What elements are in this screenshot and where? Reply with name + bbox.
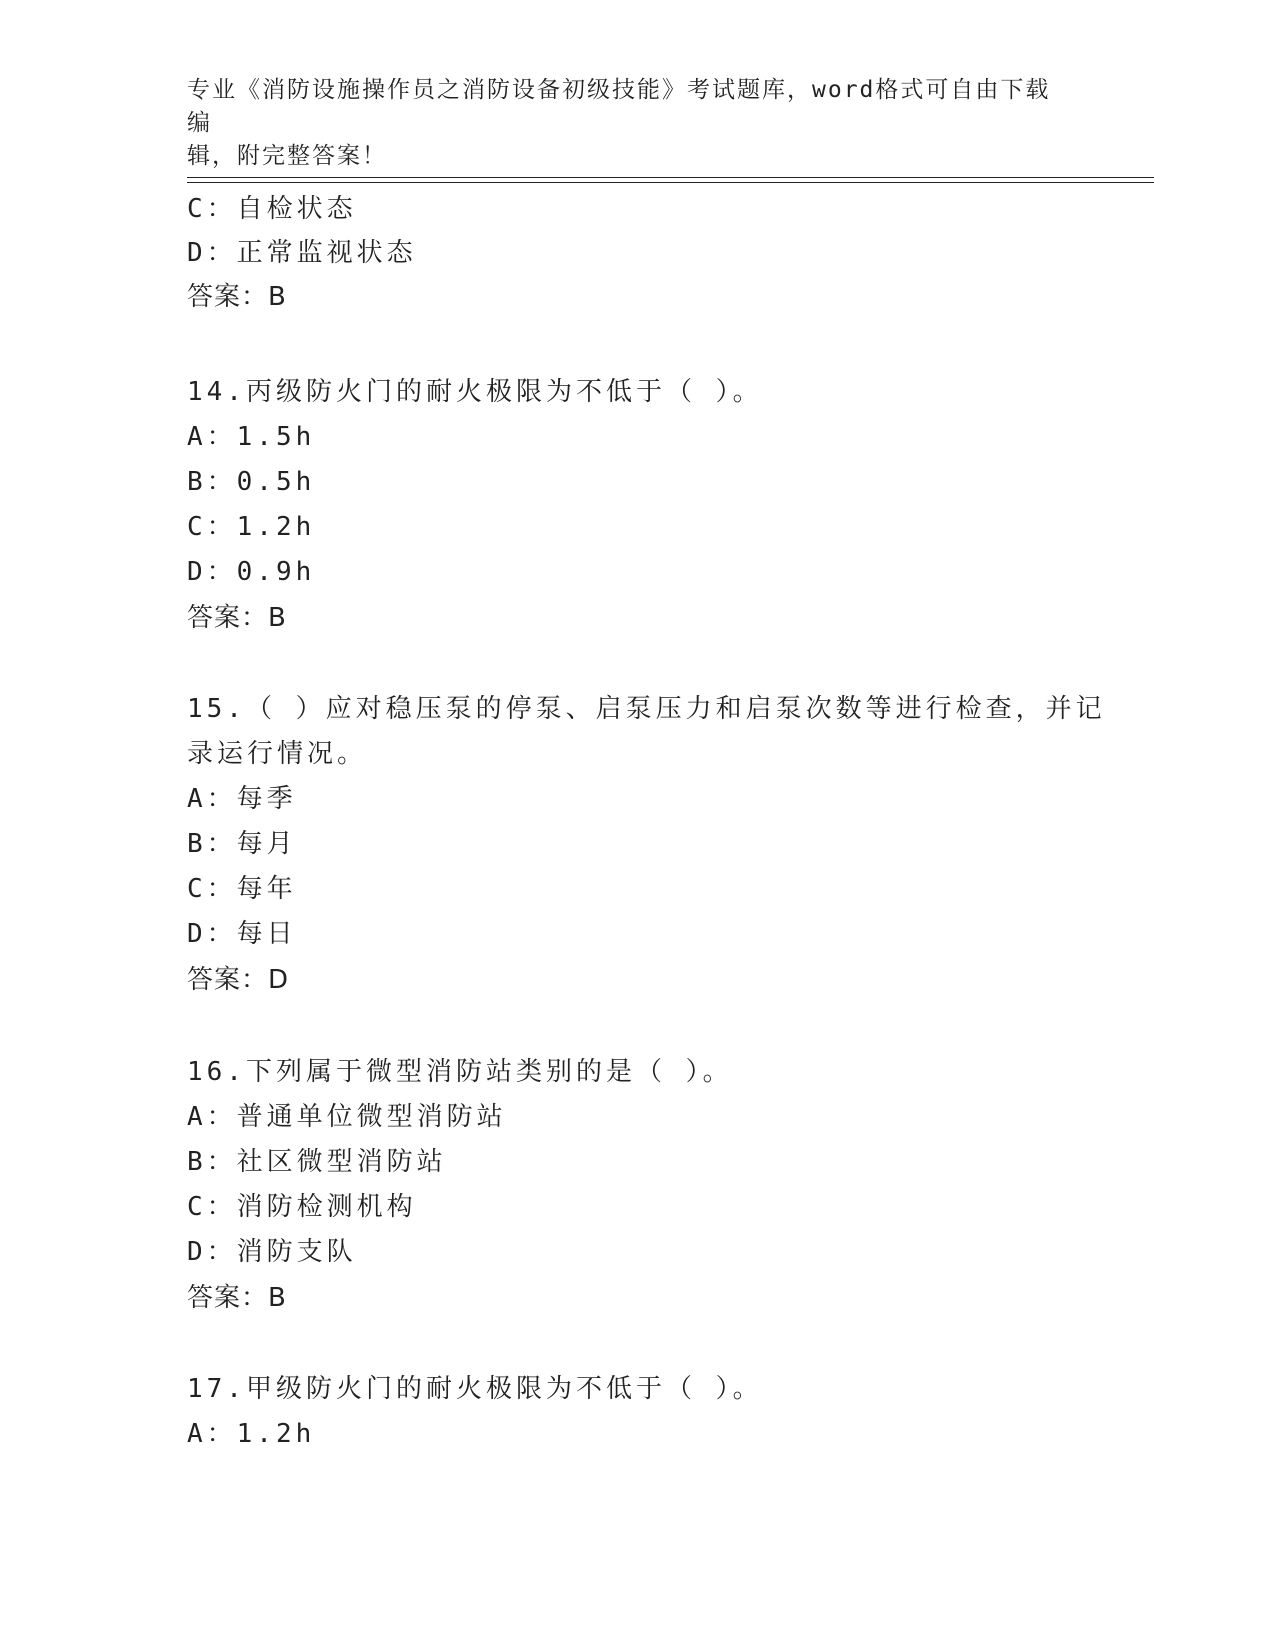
header-rule-bottom bbox=[187, 182, 1154, 183]
question-16-answer: 答案：B bbox=[187, 1283, 287, 1313]
question-16-option-c: C：消防检测机构 bbox=[187, 1192, 417, 1222]
answer-line: 答案：B bbox=[187, 282, 287, 312]
question-15-text-line-2: 录运行情况。 bbox=[187, 739, 368, 769]
question-15-option-b: B：每月 bbox=[187, 829, 297, 859]
question-14-option-d: D：0.9h bbox=[187, 557, 316, 587]
question-15-option-c: C：每年 bbox=[187, 874, 297, 904]
question-14-option-b: B：0.5h bbox=[187, 467, 316, 497]
question-14-text: 14.丙级防火门的耐火极限为不低于（ ）。 bbox=[187, 377, 763, 407]
question-16-option-b: B：社区微型消防站 bbox=[187, 1147, 447, 1177]
question-17-text: 17.甲级防火门的耐火极限为不低于（ ）。 bbox=[187, 1374, 763, 1404]
document-header bbox=[187, 74, 1067, 173]
question-14-option-a: A：1.5h bbox=[187, 422, 316, 452]
option-c-line: C：自检状态 bbox=[187, 194, 357, 224]
question-15-option-a: A：每季 bbox=[187, 784, 297, 814]
question-14-answer: 答案：B bbox=[187, 603, 287, 633]
header-line-2: 辑，附完整答案！ bbox=[187, 143, 387, 169]
question-16-option-d: D：消防支队 bbox=[187, 1237, 357, 1267]
question-16-text: 16.下列属于微型消防站类别的是（ ）。 bbox=[187, 1057, 733, 1087]
question-15-option-d: D：每日 bbox=[187, 919, 297, 949]
question-15-text-line-1: 15.（ ）应对稳压泵的停泵、启泵压力和启泵次数等进行检查，并记 bbox=[187, 694, 1106, 724]
header-line-1: 专业《消防设施操作员之消防设备初级技能》考试题库，word格式可自由下载编 bbox=[187, 77, 1051, 136]
header-rule-top bbox=[187, 177, 1154, 178]
question-16-option-a: A：普通单位微型消防站 bbox=[187, 1102, 507, 1132]
question-15-answer: 答案：D bbox=[187, 965, 290, 995]
question-17-option-a: A：1.2h bbox=[187, 1419, 316, 1449]
question-14-option-c: C：1.2h bbox=[187, 512, 316, 542]
option-d-line: D：正常监视状态 bbox=[187, 238, 417, 268]
